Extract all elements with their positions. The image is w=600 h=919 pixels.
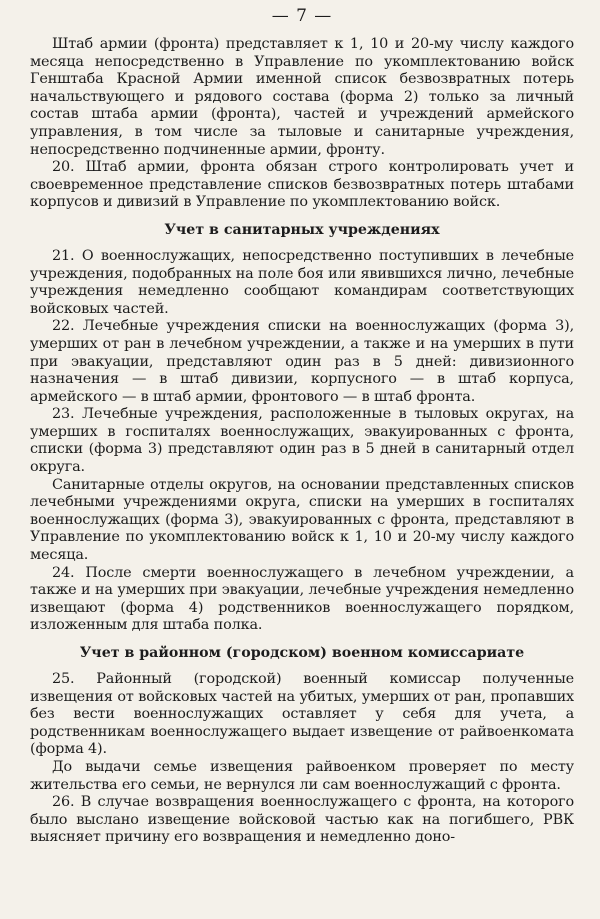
paragraph-26: 26. В случае возвращения военнослужащего с фронта, на которого было выслано извещение войсковой частью как на погибшего, РВК выясняет причину его возвращения и немедленно доно- (30, 794, 574, 846)
paragraph-25-verification: До выдачи семье извещения райвоенком проверяет по месту жительства его семьи, не вернулся ли сам военнослужащий с фронта. (30, 758, 574, 793)
paragraph-22: 22. Лечебные учреждения списки на военнослужащих (форма 3), умерших от ран в лечебном учреждении, а также и на умерших в пути при эвакуации, представляют один раз в 5 дней: дивизионного назначения — в штаб дивизии, корпусного — в штаб корпуса, армейского — в штаб армии, фронтового — в штаб фронта. (30, 318, 574, 405)
paragraph-19-continued: Штаб армии (фронта) представляет к 1, 10 и 20-му числу каждого месяца непосредственно в Управление по укомплектованию войск Генштаба Красной Армии именной список безвозвратных потерь начальствующего и рядового состава (форма 2) только за личный состав штаба армии (фронта), частей и учреждений армейского управления, в том числе за тыловые и санитарные учреждения, непосредственно подчиненные армии, фронту. (30, 36, 574, 158)
paragraph-24: 24. После смерти военнослужащего в лечебном учреждении, а также и на умерших при эвакуации, лечебные учреждения немедленно извещают (форма 4) родственников военнослужащего порядком, изложенным для штаба полка. (30, 564, 574, 634)
paragraph-25: 25. Районный (городской) военный комиссар полученные извещения от войсковых частей на убитых, умерших от ран, пропавших без вести военнослужащих оставляет у себя для учета, а родственникам военнослужащего выдает извещение от райвоенкомата (форма 4). (30, 671, 574, 758)
section-heading-sanitary: Учет в санитарных учреждениях (164, 221, 440, 238)
paragraph-21: 21. О военнослужащих, непосредственно поступивших в лечебные учреждения, подобранных на поле боя или явившихся лично, лечебные учреждения немедленно сообщают командирам соответствующих войсковых частей. (30, 247, 574, 317)
page-number: — 7 — (271, 6, 333, 26)
paragraph-23: 23. Лечебные учреждения, расположенные в тыловых округах, на умерших в госпиталях военнослужащих, эвакуированных с фронта, списки (форма 3) представляют один раз в 5 дней в санитарный отдел округа. (30, 406, 574, 476)
section-heading-commissariat: Учет в районном (городском) военном комиссариате (79, 645, 525, 661)
paragraph-20: 20. Штаб армии, фронта обязан строго контролировать учет и своевременное представление списков безвозвратных потерь штабами корпусов и дивизий в Управление по укомплектованию войск. (30, 159, 574, 211)
paragraph-23-sanitary-departments: Санитарные отделы округов, на основании представленных списков лечебными учреждениями округа, списки на умерших в госпиталях военнослужащих (форма 3), эвакуированных с фронта, представляют в Управление по укомплектованию войск к 1, 10 и 20-му числу каждого месяца. (30, 476, 574, 564)
